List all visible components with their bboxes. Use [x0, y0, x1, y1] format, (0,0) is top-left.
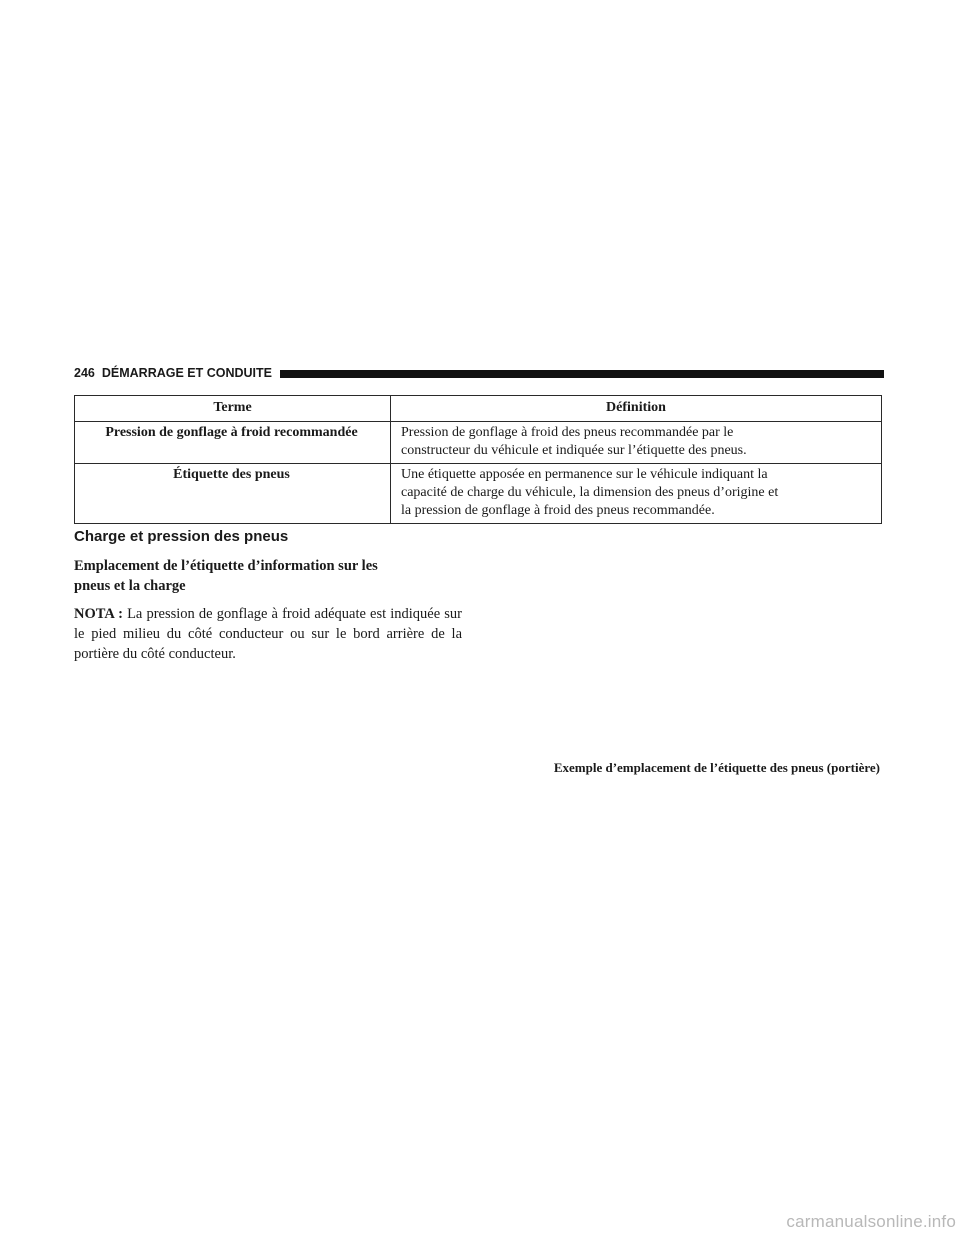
header-rule [280, 370, 884, 378]
figure-caption: Exemple d’emplacement de l’étiquette des pneus (portière) [553, 760, 880, 775]
sub-heading [74, 556, 474, 596]
note-text: La pression de gonflage à froid adéquate est indiquée sur le pied milieu du côté conducteur ou sur le bord arrière de la portière du côté conducteur. [74, 606, 462, 662]
definition-cell [391, 422, 882, 464]
sub-heading-line: Emplacement de l’étiquette d’information sur les [74, 558, 378, 574]
section-title: DÉMARRAGE ET CONDUITE [101, 366, 273, 380]
watermark: carmanualsonline.info [786, 1212, 956, 1231]
sub-heading-line: pneus et la charge [74, 578, 186, 594]
definition-line: Pression de gonflage à froid des pneus recommandée par le [401, 425, 734, 440]
column-header-definition: Définition [391, 396, 882, 422]
section-heading: Charge et pression des pneus [74, 528, 289, 545]
column-header-term: Terme [75, 396, 391, 422]
definitions-table [74, 395, 882, 524]
definition-line: capacité de charge du véhicule, la dimension des pneus d’origine et [401, 485, 779, 500]
definition-line: Une étiquette apposée en permanence sur le véhicule indiquant la [401, 467, 768, 482]
note-label: NOTA : [74, 606, 123, 622]
definition-cell [391, 464, 882, 524]
definition-line: constructeur du véhicule et indiquée sur l’étiquette des pneus. [401, 443, 747, 458]
note-paragraph [74, 604, 462, 664]
term-cell: Pression de gonflage à froid recommandée [75, 422, 391, 464]
term-cell: Étiquette des pneus [75, 464, 391, 524]
running-header [74, 362, 884, 384]
table-header-row [75, 396, 882, 422]
page-number: 246 [74, 366, 95, 380]
definition-line: la pression de gonflage à froid des pneus recommandée. [401, 503, 715, 518]
table-row [75, 464, 882, 524]
table-row [75, 422, 882, 464]
